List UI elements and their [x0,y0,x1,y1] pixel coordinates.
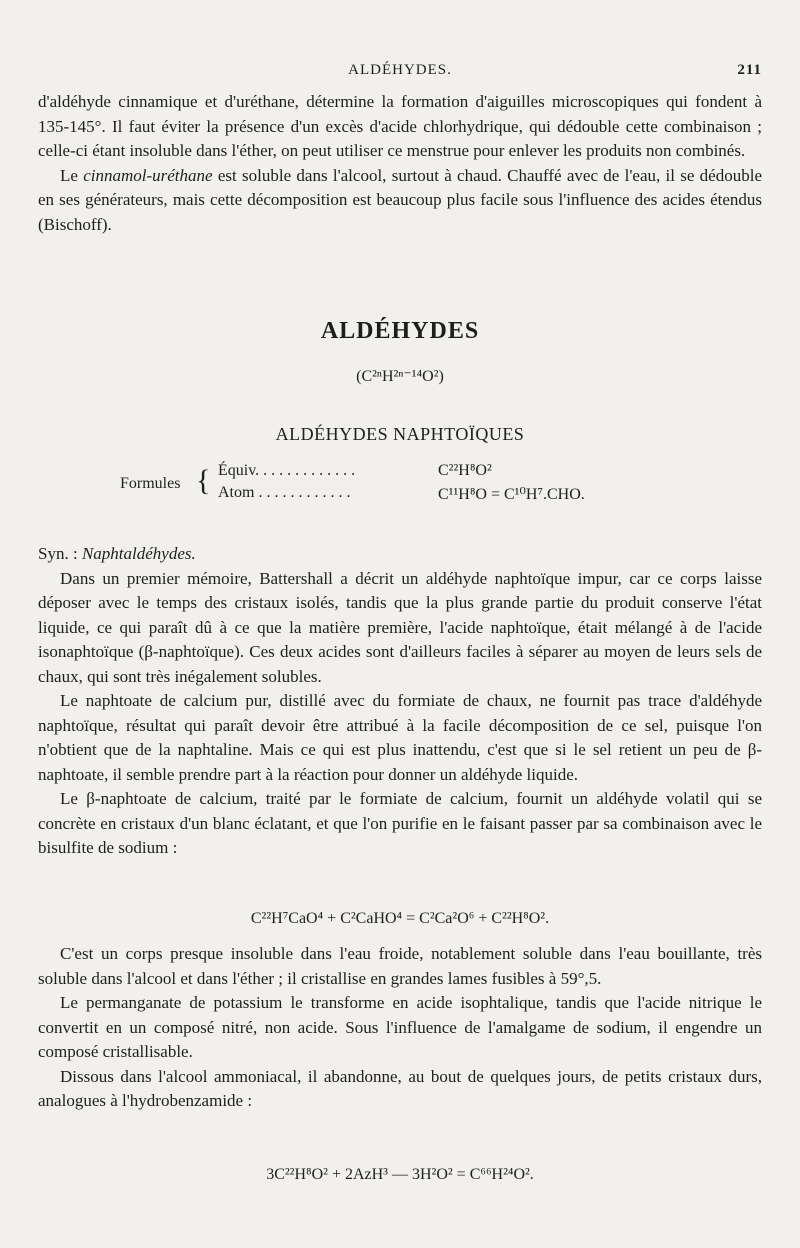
equation-1: C²²H⁷CaO⁴ + C²CaHO⁴ = C²Ca²O⁶ + C²²H⁸O². [250,910,550,927]
cinnamol-term: cinnamol-uréthane [83,165,213,185]
paragraph-naphtoate: Le naphtoate de calcium pur, distillé avec du formiate de chaux, ne fournit pas trace d'aldéhyde naphtoïque, résultat qui paraît devoir être attribué à la facile décomposition de ce sel, puisque l'on n'obtient que de la naphtaline. Mais ce qui est plus inattendu, c'est que si le sel retient un peu de β-naphtoate, il semble prendre part à la réaction pour donner un aldéhyde liquide. [38,691,762,784]
brace-icon: { [196,464,211,497]
synonym-line [38,542,762,567]
paragraph-permanganate: Le permanganate de potassium le transforme en acide isophtalique, tandis que l'acide nitrique le convertit en un composé nitré, non acide. Sous l'influence de l'amalgame de sodium, il engendre un composé cristallisable. [38,993,762,1061]
paragraph-continuation: d'aldéhyde cinnamique et d'uréthane, détermine la formation d'aiguilles microscopiques qui fondent à 135-145°. Il faut éviter la présence d'un excès d'acide chlorhydrique, qui dédouble cette combinaison ; celle-ci étant insoluble dans l'éther, on peut utiliser ce menstrue pour enlever les produits non combinés. [38,92,762,160]
paragraph-cinnamol [38,164,762,238]
atom-formula: C¹¹H⁸O = C¹⁰H⁷.CHO. [438,486,585,503]
top-text-block [38,90,762,237]
formulas-block [120,462,680,512]
equiv-label: Équiv. . . . . . . . . . . . . [218,462,356,479]
paragraph-cinnamol-rest: est soluble dans l'alcool, surtout à chaud. Chauffé avec de l'eau, il se dédouble en ses générateurs, mais cette décomposition est beaucoup plus facile sous l'influence des acides étendus (Bischoff). [38,165,762,234]
section-title: ALDÉHYDES [320,318,480,344]
synonym-prefix: Syn. : [38,544,82,563]
synonym-name: Naphtaldéhydes. [81,544,196,563]
lower-text-block [38,942,762,1114]
paragraph-beta-naphtoate: Le β-naphtoate de calcium, traité par le formiate de calcium, fournit un aldéhyde volatil qui se concrète en cristaux d'un blanc éclatant, et que l'on purifie en le faisant passer par sa combinaison avec le bisulfite de sodium : [38,789,762,857]
paragraph-properties: C'est un corps presque insoluble dans l'eau froide, notablement soluble dans l'eau bouillante, très soluble dans l'alcool et dans l'éther ; il cristallise en grandes lames fusibles à 59°,5. [38,944,762,988]
paragraph-ammoniacal: Dissous dans l'alcool ammoniacal, il abandonne, au bout de quelques jours, de petits cristaux durs, analogues à l'hydrobenzamide : [38,1066,762,1110]
atom-label: Atom . . . . . . . . . . . . [218,484,351,501]
page-number: 211 [737,62,762,78]
section-subtitle: ALDÉHYDES NAPHTOÏQUES [275,424,525,444]
general-formula: (C²ⁿH²ⁿ⁻¹⁴O²) [356,368,444,385]
main-text-block [38,542,762,861]
equation-2: 3C²²H⁸O² + 2AzH³ — 3H²O² = C⁶⁶H²⁴O². [266,1166,534,1183]
formulas-label: Formules [120,475,181,492]
running-title: ALDÉHYDES. [348,62,452,78]
paragraph-cinnamol-lead: Le [60,165,78,185]
page-header [38,62,762,82]
paragraph-battershall: Dans un premier mémoire, Battershall a décrit un aldéhyde naphtoïque impur, car ce corps laisse déposer avec le temps des cristaux isolés, tandis que la plus grande partie du produit conserve l'état liquide, ce qui paraît dû à ce que la matière première, l'acide naphtoïque, était mélangé à de l'acide isonaphtoïque (β-naphtoïque). Ces deux acides sont d'ailleurs faciles à séparer au moyen de leurs sels de chaux, qui sont très inégalement solubles. [38,568,762,686]
equiv-formula: C²²H⁸O² [438,462,492,479]
